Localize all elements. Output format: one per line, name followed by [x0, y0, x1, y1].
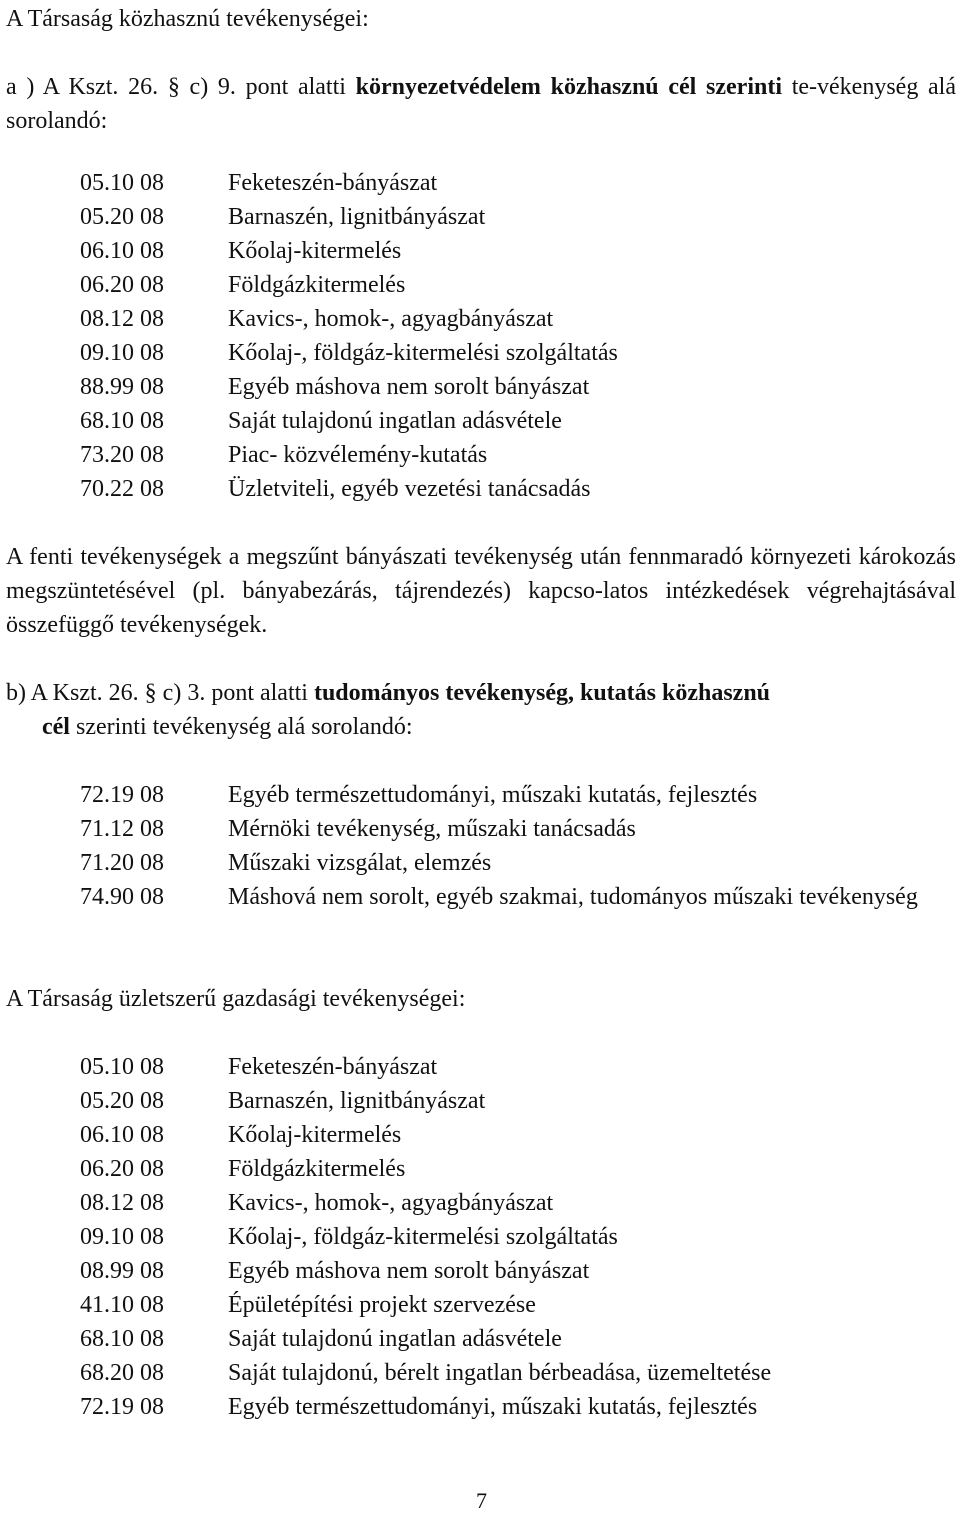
activity-code: 06.10 08: [80, 1122, 164, 1148]
activity-code: 08.99 08: [80, 1258, 164, 1284]
section-b-line-2: [6, 710, 956, 744]
heading-business: A Társaság üzletszerű gazdasági tevékenységei:: [6, 986, 466, 1012]
list-item: [80, 778, 960, 812]
activity-desc: Egyéb természettudományi, műszaki kutatás, fejlesztés: [228, 782, 758, 808]
activity-list-business: [80, 1050, 771, 1424]
activity-desc: Máshová nem sorolt, egyéb szakmai, tudományos műszaki tevékenység: [228, 884, 918, 910]
list-item: [80, 200, 618, 234]
activity-code: 06.20 08: [80, 272, 164, 298]
activity-code: 09.10 08: [80, 1224, 164, 1250]
list-item: [80, 302, 618, 336]
list-item: [80, 268, 618, 302]
activity-code: 05.10 08: [80, 170, 164, 196]
activity-desc: Kőolaj-kitermelés: [228, 238, 402, 264]
list-item: [80, 880, 960, 948]
section-a-intro: [6, 70, 956, 138]
list-item: [80, 1220, 771, 1254]
list-item: [80, 1356, 771, 1390]
list-item: [80, 336, 618, 370]
activity-desc: Egyéb máshova nem sorolt bányászat: [228, 374, 590, 400]
activity-desc: Saját tulajdonú ingatlan adásvétele: [228, 408, 562, 434]
activity-code: 71.20 08: [80, 850, 164, 876]
activity-code: 72.19 08: [80, 782, 164, 808]
activity-desc: Egyéb természettudományi, műszaki kutatás, fejlesztés: [228, 1394, 758, 1420]
activity-desc: Feketeszén-bányászat: [228, 1054, 438, 1080]
activity-desc: Kőolaj-, földgáz-kitermelési szolgáltatás: [228, 340, 618, 366]
list-item: [80, 234, 618, 268]
activity-desc: Barnaszén, lignitbányászat: [228, 1088, 486, 1114]
page-number: 7: [476, 1488, 487, 1513]
list-item: [80, 1118, 771, 1152]
list-item: [80, 1050, 771, 1084]
activity-code: 08.12 08: [80, 1190, 164, 1216]
activity-desc: Saját tulajdonú, bérelt ingatlan bérbeadása, üzemeltetése: [228, 1360, 772, 1386]
heading-public-benefit: A Társaság közhasznú tevékenységei:: [6, 6, 369, 32]
activity-desc: Műszaki vizsgálat, elemzés: [228, 850, 492, 876]
activity-desc: Kőolaj-, földgáz-kitermelési szolgáltatás: [228, 1224, 618, 1250]
activity-desc: Mérnöki tevékenység, műszaki tanácsadás: [228, 816, 636, 842]
section-a-note: A fenti tevékenységek a megszűnt bányászati tevékenység után fennmaradó környezeti károkozás megszüntetésével (pl. bányabezárás, tájrendezés) kapcso-latos intézkedések végrehajtásával összefüggő tevékenységek.: [6, 544, 956, 638]
activity-list-b: [80, 778, 960, 948]
list-item: [80, 1288, 771, 1322]
activity-code: 68.10 08: [80, 1326, 164, 1352]
list-item: [80, 1084, 771, 1118]
section-b-intro: [6, 676, 956, 744]
activity-desc: Földgázkitermelés: [228, 1156, 406, 1182]
activity-code: 05.20 08: [80, 1088, 164, 1114]
activity-desc: Földgázkitermelés: [228, 272, 406, 298]
list-item: [80, 370, 618, 404]
list-item: [80, 166, 618, 200]
activity-code: 08.12 08: [80, 306, 164, 332]
list-item: [80, 1322, 771, 1356]
activity-code: 05.20 08: [80, 204, 164, 230]
list-item: [80, 438, 618, 472]
activity-code: 09.10 08: [80, 340, 164, 366]
activity-code: 68.20 08: [80, 1360, 164, 1386]
activity-code: 06.20 08: [80, 1156, 164, 1182]
list-item: [80, 1390, 771, 1424]
activity-desc: Piac- közvélemény-kutatás: [228, 442, 488, 468]
activity-code: 71.12 08: [80, 816, 164, 842]
activity-code: 73.20 08: [80, 442, 164, 468]
activity-desc: Kavics-, homok-, agyagbányászat: [228, 1190, 554, 1216]
activity-code: 72.19 08: [80, 1394, 164, 1420]
activity-code: 70.22 08: [80, 476, 164, 502]
activity-desc: Üzletviteli, egyéb vezetési tanácsadás: [228, 476, 591, 502]
section-b-bold-1: tudományos tevékenység, kutatás közhasznú: [313, 680, 771, 706]
list-item: [80, 472, 618, 506]
section-b-bold-2: cél: [42, 714, 70, 740]
activity-code: 88.99 08: [80, 374, 164, 400]
activity-code: 68.10 08: [80, 408, 164, 434]
activity-list-a: [80, 166, 618, 506]
list-item: [80, 846, 960, 880]
section-b-prefix: b) A Kszt. 26. § c) 3. pont alatti: [6, 680, 314, 706]
list-item: [80, 1186, 771, 1220]
list-item: [80, 1152, 771, 1186]
section-a-suffix: te-vékenység alá sorolandó:: [6, 74, 956, 134]
activity-desc: Saját tulajdonú ingatlan adásvétele: [228, 1326, 562, 1352]
section-a-bold: környezetvédelem közhasznú cél szerinti: [355, 74, 782, 100]
activity-code: 41.10 08: [80, 1292, 164, 1318]
activity-code: 74.90 08: [80, 884, 164, 910]
list-item: [80, 1254, 771, 1288]
activity-desc: Kavics-, homok-, agyagbányászat: [228, 306, 554, 332]
activity-desc: Barnaszén, lignitbányászat: [228, 204, 486, 230]
activity-desc: Épületépítési projekt szervezése: [228, 1292, 536, 1318]
list-item: [80, 404, 618, 438]
section-a-prefix: a ) A Kszt. 26. § c) 9. pont alatti: [6, 74, 356, 100]
activity-code: 05.10 08: [80, 1054, 164, 1080]
list-item: [80, 812, 960, 846]
activity-desc: Feketeszén-bányászat: [228, 170, 438, 196]
activity-code: 06.10 08: [80, 238, 164, 264]
activity-desc: Egyéb máshova nem sorolt bányászat: [228, 1258, 590, 1284]
activity-desc: Kőolaj-kitermelés: [228, 1122, 402, 1148]
section-b-suffix: szerinti tevékenység alá sorolandó:: [69, 714, 413, 740]
